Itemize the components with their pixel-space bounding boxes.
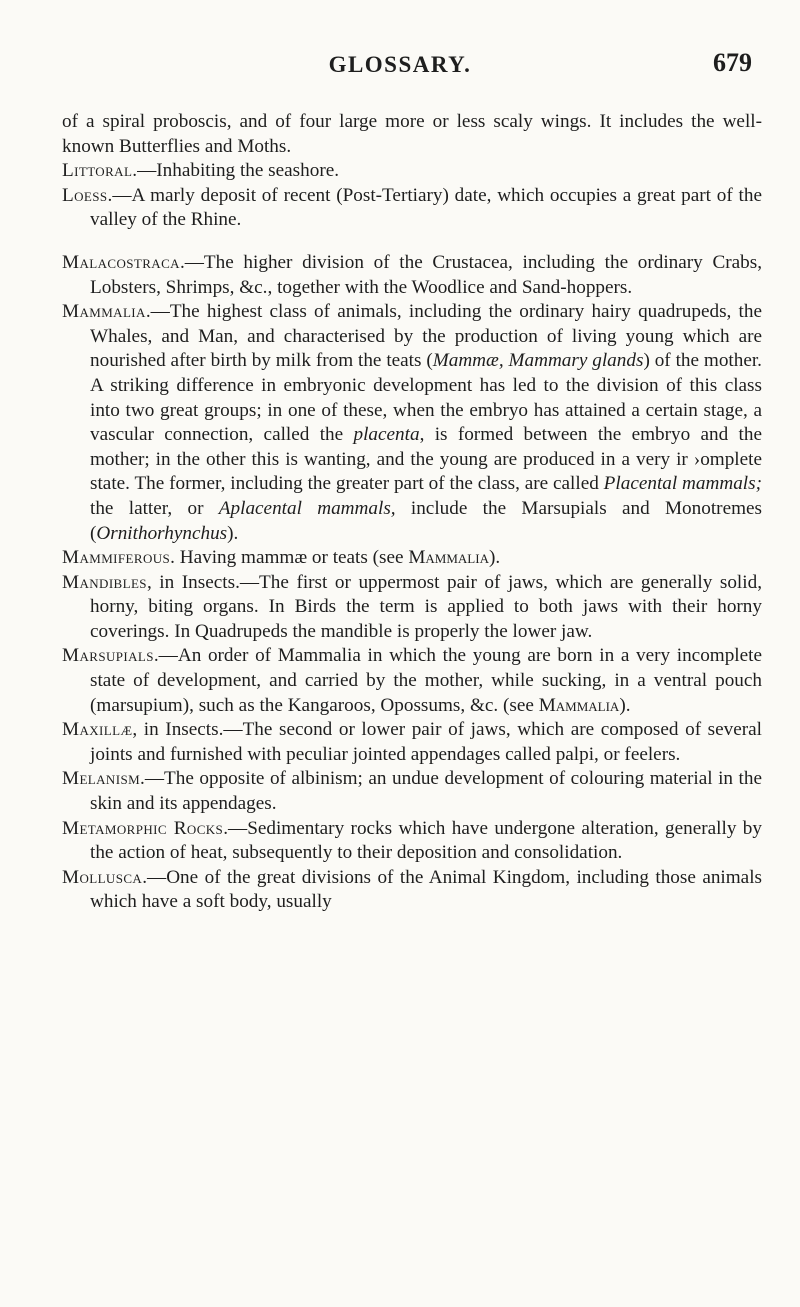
entry-body: of a spiral proboscis, and of four large more or less scaly wings. It includes the well-known Butterflies and Moths.: [62, 111, 762, 157]
glossary-entry-mammiferous: [62, 546, 762, 571]
entry-body: .—The highest class of animals, including the ordinary hairy quadrupeds, the Whales, and Man, and characterised by the production of living young which are nourished after birth by milk from the teats (: [90, 301, 762, 372]
glossary-entry-continued: [62, 110, 762, 159]
running-head: [0, 52, 800, 78]
entry-term: Mammiferous: [62, 547, 171, 569]
entry-body: , is formed between the embryo and the mother; in the other this is wanting, and the young are produced in a very ir ›omplete state. The former, including the greater part of the class, are called: [90, 424, 763, 495]
entry-term: Metamorphic Rocks: [62, 817, 224, 839]
entry-body: . Having mammæ or teats (see: [170, 547, 409, 569]
entry-body: .—One of the great divisions of the Animal Kingdom, including those animals which have a soft body, usually: [90, 866, 762, 913]
entry-body: ) of the mother. A striking difference in embryonic development has led to the division of this class into two great groups; in one of these, when the embryo has attained a certain stage, a vascular connection, called the: [90, 350, 762, 446]
entry-body: .—An order of Mammalia in which the young are born in a very incomplete state of development, and carried by the mother, while sucking, in a ventral pouch (marsupium), such as the Kangaroos, Opossums, &c. (see: [90, 645, 762, 716]
entry-italic: Mammæ, Mammary glands: [432, 350, 644, 372]
page-number: 679: [713, 48, 752, 77]
glossary-entry-loess: [62, 184, 762, 233]
entry-term: Mandibles: [62, 571, 147, 593]
glossary-entry-metamorphic-rocks: [62, 817, 762, 866]
glossary-entry-malacostraca: [62, 251, 762, 300]
glossary-entry-melanism: [62, 767, 762, 816]
entry-body: .—Sedimentary rocks which have undergone alteration, generally by the action of heat, subsequently to their deposition and consolidation.: [90, 817, 762, 864]
cross-reference: Mammalia: [538, 694, 620, 716]
glossary-entry-littoral: [62, 159, 762, 184]
glossary-entry-mollusca: [62, 866, 762, 915]
entry-term: Maxillæ: [62, 719, 133, 741]
entry-term: Mollusca: [62, 866, 143, 888]
glossary-entry-maxillae: [62, 718, 762, 767]
glossary-entry-mandibles: [62, 571, 762, 645]
entry-body: .—Inhabiting the seashore.: [132, 160, 340, 182]
entry-italic: placenta: [353, 424, 420, 446]
glossary-body: [62, 110, 762, 915]
entry-body: the latter, or: [90, 497, 219, 519]
entry-italic: Placental mammals;: [603, 473, 762, 495]
cross-reference: Mammalia: [408, 547, 489, 569]
entry-italic: Ornithorhynchus: [96, 522, 228, 544]
entry-term: Littoral: [62, 160, 133, 182]
entry-body-tail: ).: [619, 694, 631, 716]
entry-body: include the Marsupials and Monotremes (: [90, 497, 762, 544]
entry-italic: Aplacental mammals,: [218, 497, 396, 519]
entry-body: .—The opposite of albinism; an undue development of colouring material in the skin and its appendages.: [90, 768, 762, 815]
entry-term: Melanism: [62, 768, 141, 790]
entry-body: ).: [227, 522, 239, 544]
entry-body: .—A marly deposit of recent (Post-Tertiary) date, which occupies a great part of the valley of the Rhine.: [90, 184, 762, 231]
entry-body: .—The higher division of the Crustacea, including the ordinary Crabs, Lobsters, Shrimps, &c., together with the Woodlice and Sand-hoppers.: [90, 251, 762, 298]
entry-body-tail: ).: [488, 547, 501, 569]
glossary-entry-mammalia: [62, 300, 762, 546]
entry-body: , in Insects.—The first or uppermost pair of jaws, which are generally solid, horny, biting organs. In Birds the term is applied to both jaws with their horny coverings. In Quadrupeds the mandible is properly the lower jaw.: [90, 571, 762, 642]
entry-term: Marsupials: [62, 645, 154, 667]
running-title: GLOSSARY.: [328, 52, 472, 77]
entry-term: Loess: [62, 184, 108, 206]
glossary-entry-marsupials: [62, 644, 762, 718]
entry-body: , in Insects.—The second or lower pair of jaws, which are composed of several joints and furnished with peculiar jointed appendages called palpi, or feelers.: [90, 719, 762, 765]
entry-term: Malacostraca: [62, 251, 180, 273]
entry-term: Mammalia: [62, 301, 146, 323]
